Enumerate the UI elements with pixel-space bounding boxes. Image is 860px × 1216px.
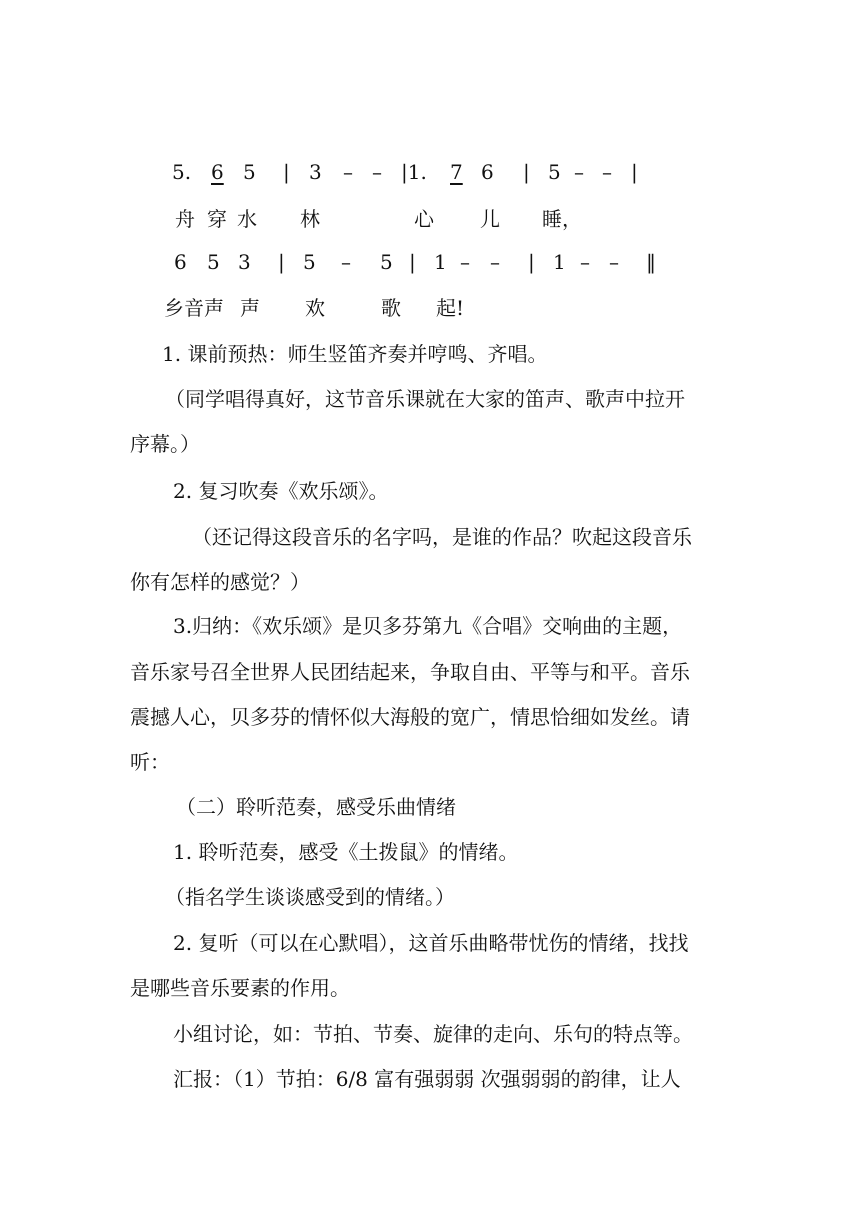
lyric: 林 (300, 207, 320, 231)
note: 3 (309, 160, 322, 184)
paragraph-note-1-cont: 序幕。） (130, 432, 200, 456)
paragraph-note-2-cont: 你有怎样的感觉？） (130, 570, 310, 594)
paragraph-note-2: （还记得这段音乐的名字吗，是谁的作品？吹起这段音乐 (192, 525, 692, 549)
paragraph-relisten: 2. 复听（可以在心默唱），这首乐曲略带忧伤的情绪，找找 (173, 931, 689, 955)
barline: | (631, 160, 638, 184)
note: 1 (434, 250, 447, 274)
lyric: 起! (436, 296, 465, 320)
barline: | (283, 160, 290, 184)
note: 5 (548, 160, 561, 184)
lyric: 声 (240, 296, 260, 320)
dash: – (460, 250, 470, 274)
dash: – (490, 250, 500, 274)
lyric: 水 (237, 207, 257, 231)
lyric: 儿 (480, 207, 500, 231)
note: 5 (243, 160, 256, 184)
dash: – (574, 160, 584, 184)
paragraph-warmup: 1. 课前预热：师生竖笛齐奏并哼鸣、齐唱。 (162, 342, 548, 366)
note: 5. (172, 160, 192, 184)
paragraph-note-3: （指名学生谈谈感受到的情绪。） (165, 885, 455, 909)
paragraph-note-1: （同学唱得真好，这节音乐课就在大家的笛声、歌声中拉开 (165, 387, 685, 411)
barline-note: |1. (401, 160, 427, 184)
note: 6 (174, 250, 187, 274)
note: 7 (450, 160, 463, 184)
paragraph-listen: 1. 聆听范奏，感受《土拨鼠》的情绪。 (173, 840, 519, 864)
paragraph-summary-4: 听： (130, 750, 170, 774)
note: 1 (553, 250, 566, 274)
note: 6 (481, 160, 494, 184)
paragraph-summary-3: 震撼人心，贝多芬的情怀似大海般的宽广，情思恰细如发丝。请 (130, 705, 690, 729)
barline: | (523, 160, 530, 184)
barline: | (528, 250, 535, 274)
dash: – (602, 160, 612, 184)
section-heading: （二）聆听范奏，感受乐曲情绪 (176, 795, 456, 819)
note: 6 (211, 160, 224, 184)
note: 5 (303, 250, 316, 274)
dash: – (609, 250, 619, 274)
paragraph-summary-2: 音乐家号召全世界人民团结起来，争取自由、平等与和平。音乐 (130, 660, 690, 684)
lyric: 睡， (542, 207, 582, 231)
lyric: 心 (414, 207, 434, 231)
dash: – (580, 250, 590, 274)
lyric: 穿 (207, 207, 227, 231)
barline: | (409, 250, 416, 274)
note: 5 (207, 250, 220, 274)
lyric: 欢 (305, 296, 325, 320)
paragraph-review: 2. 复习吹奏《欢乐颂》。 (173, 479, 389, 503)
final-barline: ‖ (646, 250, 656, 274)
lyric: 歌 (381, 296, 401, 320)
barline: | (278, 250, 285, 274)
dash: – (343, 160, 353, 184)
dash: – (341, 250, 351, 274)
paragraph-relisten-cont: 是哪些音乐要素的作用。 (130, 976, 350, 1000)
paragraph-report: 汇报：（1）节拍：6/8 富有强弱弱 次强弱弱的韵律，让人 (173, 1067, 681, 1091)
lyric: 舟 (175, 207, 195, 231)
paragraph-summary: 3.归纳：《欢乐颂》是贝多芬第九《合唱》交响曲的主题， (173, 614, 683, 638)
paragraph-discussion: 小组讨论，如：节拍、节奏、旋律的走向、乐句的特点等。 (173, 1022, 693, 1046)
note: 5 (380, 250, 393, 274)
lyric: 乡音声 (164, 296, 224, 320)
dash: – (372, 160, 382, 184)
note: 3 (238, 250, 251, 274)
